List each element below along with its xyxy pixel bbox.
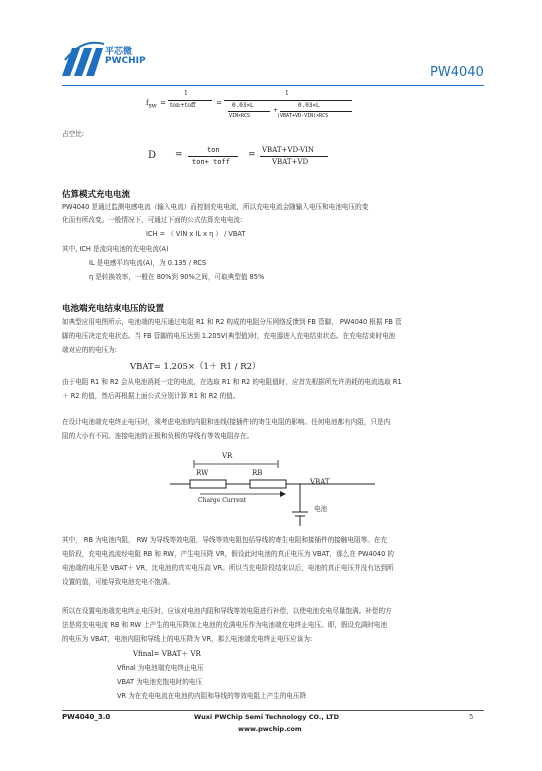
section-title-end-voltage: 电池端充电结束电压的设置 <box>62 304 165 314</box>
charge-current-formula: ICH = （ VIN x IL x η ） / VBAT <box>146 230 246 238</box>
vbat-label: VBAT <box>310 478 330 486</box>
duty-label: 占空比: <box>62 130 85 138</box>
rb-label: RB <box>252 469 263 477</box>
company-name: Wuxi PWChip Semi Technology CO., LTD <box>194 713 339 721</box>
battery-label: 电池 <box>314 505 328 513</box>
header-divider <box>62 85 484 86</box>
doc-version: PW4040_3.0 <box>62 713 111 721</box>
charge-current-label: Charge Current <box>198 497 247 504</box>
vbat-formula: VBAT= 1.205×（1＋ R1 / R2） <box>130 362 261 372</box>
section-title-charge-current: 估算模式充电电流 <box>62 190 131 200</box>
logo-cn: 平芯微 <box>105 47 133 57</box>
pwchip-logo-icon <box>60 38 105 80</box>
page-number: 5 <box>469 713 474 721</box>
vfinal-formula: Vfinal= VBAT＋ VR <box>133 650 201 658</box>
vr-label: VR <box>222 452 233 460</box>
company-url[interactable]: www.pwchip.com <box>238 725 302 733</box>
rw-label: RW <box>196 469 209 477</box>
circuit-lines <box>160 450 390 530</box>
footer-divider <box>62 710 484 711</box>
logo-en: PWCHIP <box>105 56 146 66</box>
model-number: PW4040 <box>430 65 484 80</box>
